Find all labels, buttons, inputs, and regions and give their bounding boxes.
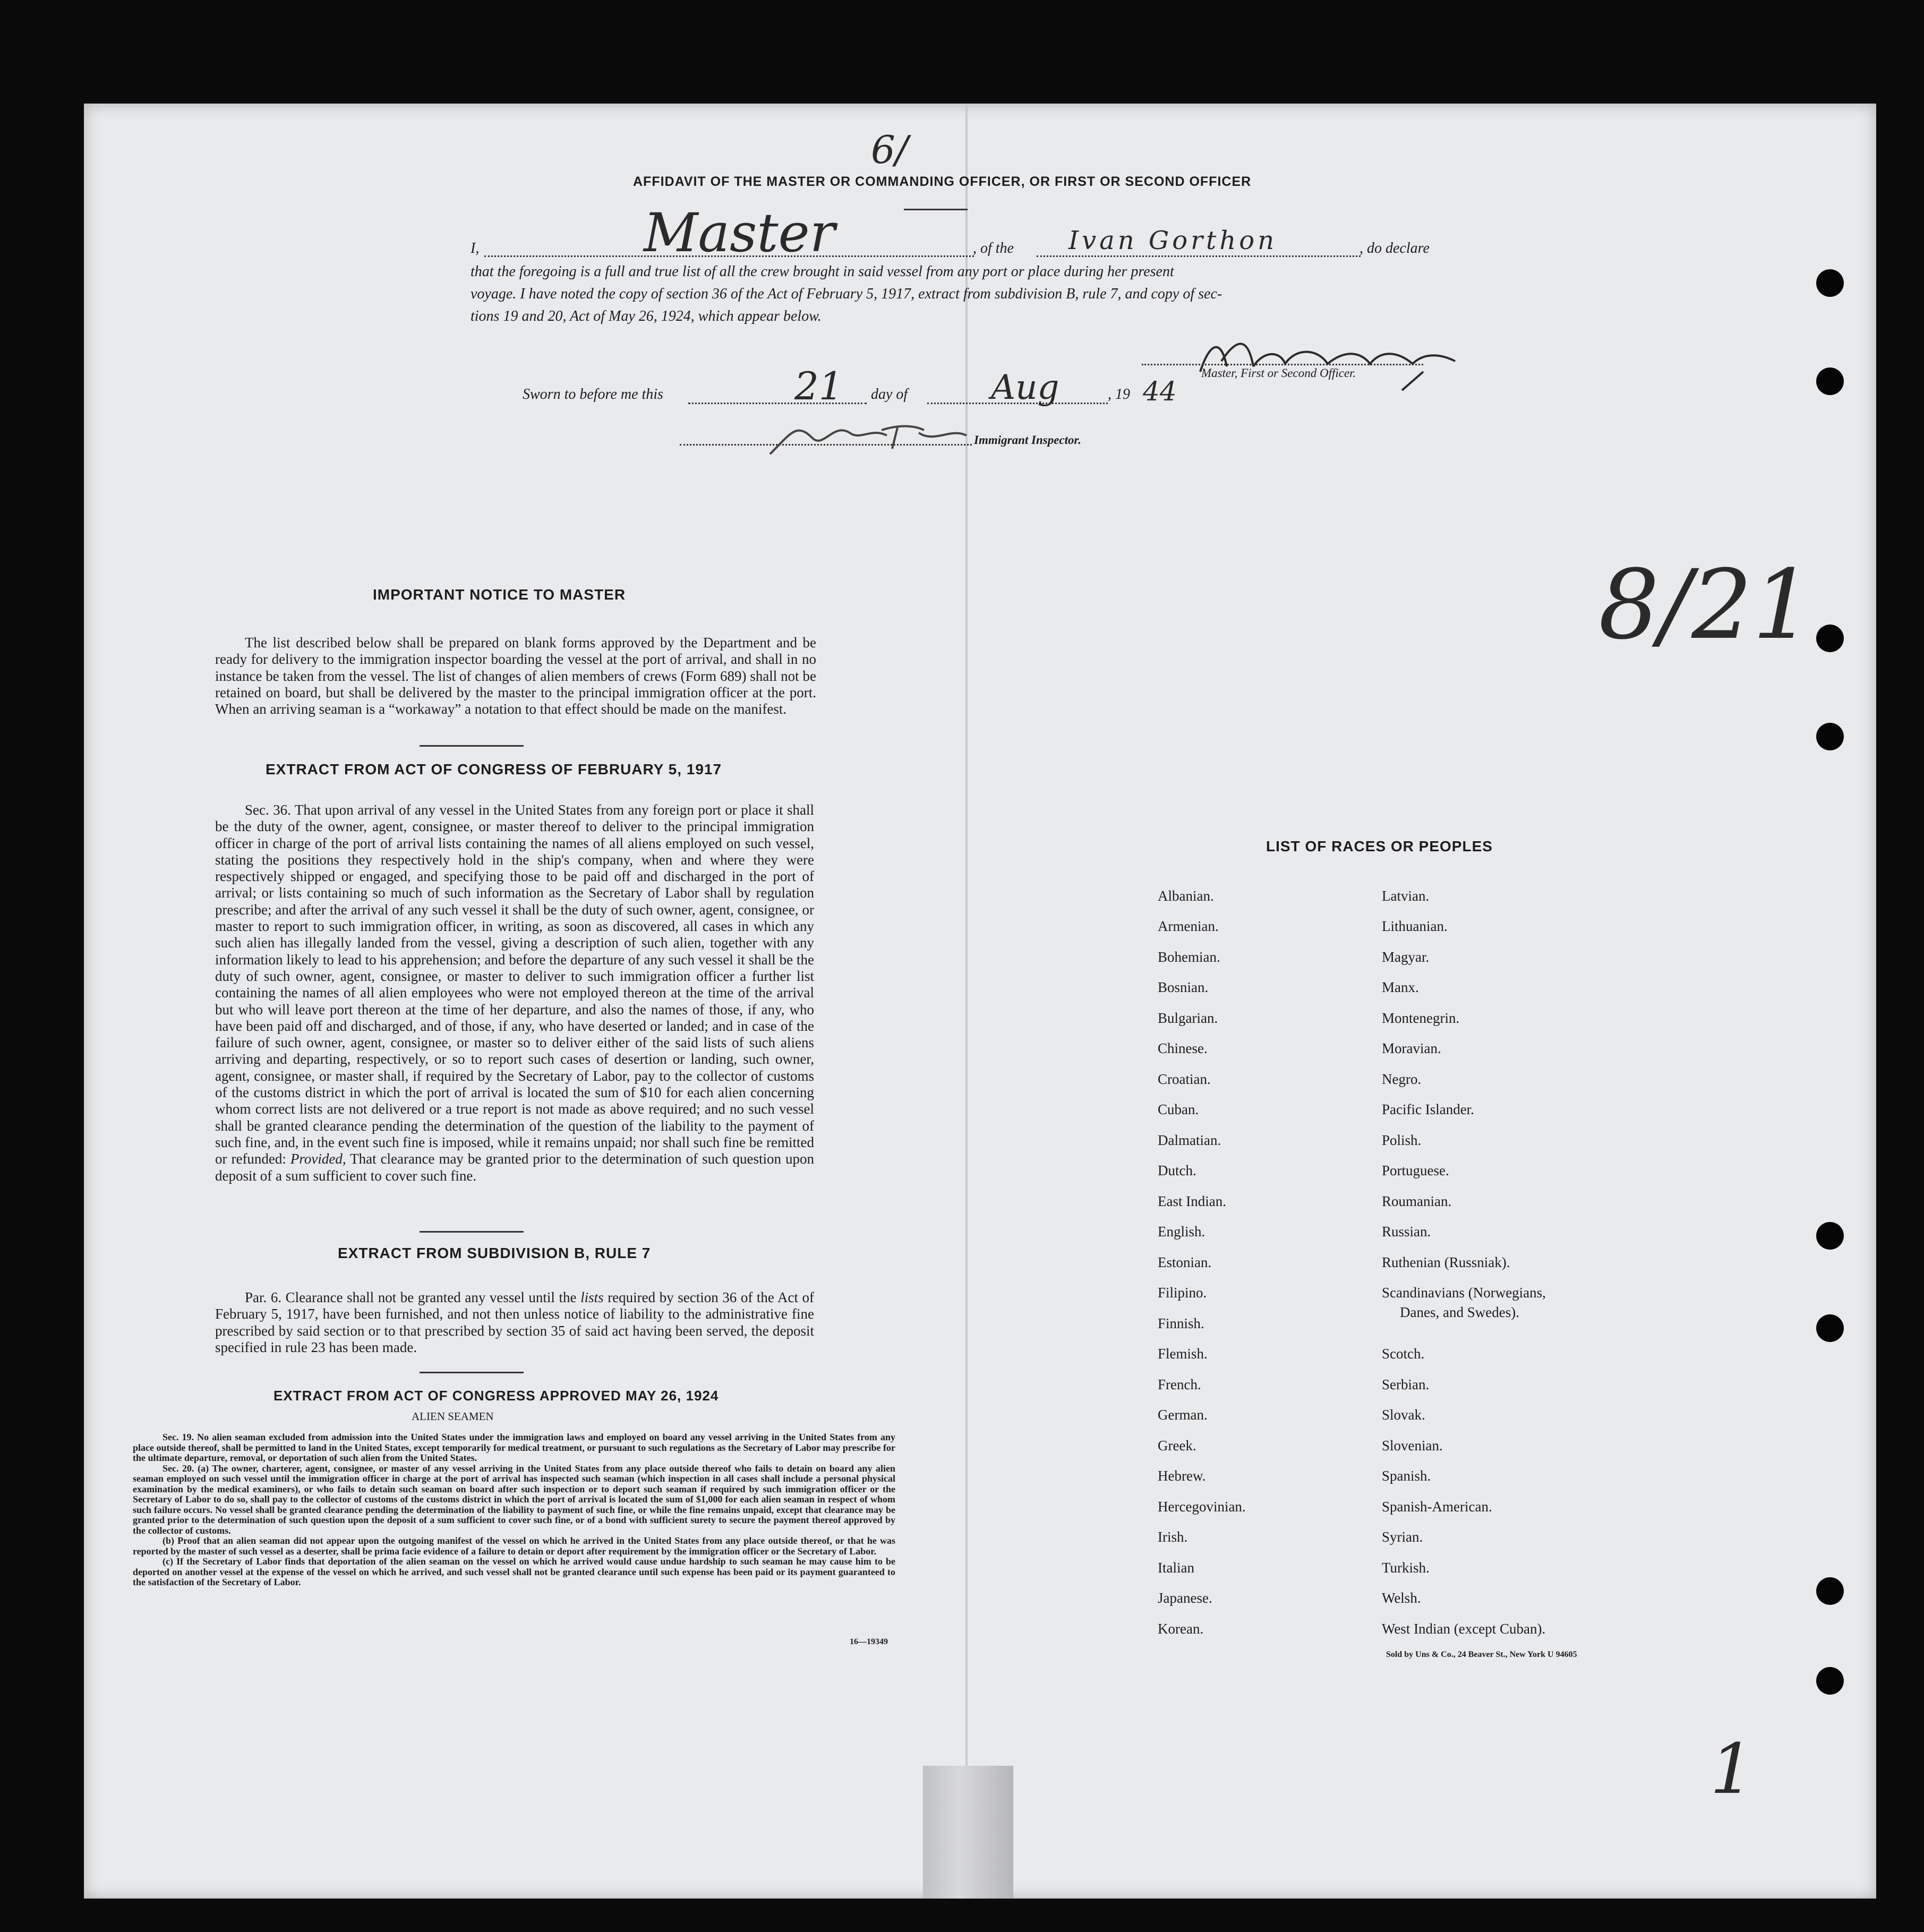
race-left: Hercegovinian. (1158, 1499, 1246, 1515)
race-left: Italian (1158, 1560, 1194, 1576)
sec-36-text: That upon arrival of any vessel in the United States from any foreign port or place it shall be the duty of the owner, agent, consignee, or master thereof to deliver to the principal immigration officer in charge of the port of arrival lists containing the names of all aliens employed on such vessel, stating the positions they respectively hold in the ship's company, when and where they were respectively shipped or engaged, and specifying those to be paid off and discharged in the port of arrival; or lists containing so much of such information as the Secretary of Labor shall by regulation prescribe; and after the arrival of any such vessel it shall be the duty of such owner, agent, consignee, or master to report to such immigration officer, in writing, as soon as discovered, all cases in which any such alien has illegally landed from the vessel, giving a description of such alien, together with any information likely to lead to his apprehension; and before the departure of any such vessel it shall be the duty of such owner, agent, consignee, or master to deliver to such immigration officer a further list containing the names of all alien employees who were not employed thereon at the time of the arrival but who will leave port thereon at the time of her departure, and also the names of those, if any, who have been paid off and discharged, and of those, if any, who have deserted or landed; and in case of the failure of such owner, agent, consignee, or master so to deliver either of the said lists of such aliens arriving and departing, respectively, or so to report such cases of desertion or landing, such owner, agent, consignee, or master shall, if required by the Secretary of Labor, pay to the collector of customs of the customs district in which the port of arrival is located the sum of $10 for each alien concerning whom correct lists are not delivered or a true report is not made as above required; and no such vessel shall be granted clearance pending the determination of the question of the liability to the payment of such fine, and, in the event such fine is imposed, while it remains unpaid; nor shall such fine be remitted or refunded: (215, 802, 814, 1167)
sec-36-label: Sec. 36. (245, 802, 291, 818)
race-left: Cuban. (1158, 1101, 1199, 1117)
race-left: Bohemian. (1158, 949, 1220, 965)
punch-hole (1816, 1222, 1844, 1250)
race-right: Danes, and Swedes). (1400, 1304, 1519, 1320)
race-right: Portuguese. (1382, 1162, 1449, 1178)
race-right: Moravian. (1382, 1040, 1441, 1056)
affidavit-body-2: voyage. I have noted the copy of section 36 of the Act of February 5, 1917, extract from subdivision B, rule 7, and copy of sec- (471, 286, 1222, 302)
race-right: Polish. (1382, 1132, 1422, 1148)
section-rule (420, 745, 524, 747)
punch-hole (1816, 1314, 1844, 1342)
race-left: East Indian. (1158, 1193, 1226, 1209)
race-left: Dalmatian. (1158, 1132, 1221, 1148)
margin-mark: 1 (1710, 1729, 1754, 1809)
race-left: Croatian. (1158, 1071, 1211, 1087)
of-the-label: , of the (973, 240, 1014, 257)
race-right: Latvian. (1382, 888, 1430, 904)
race-right: Magyar. (1382, 949, 1430, 965)
inspector-signature (759, 412, 982, 465)
page-mark: 6/ (871, 127, 909, 172)
punch-hole (1816, 269, 1844, 297)
title-rule (904, 209, 968, 210)
race-right: Lithuanian. (1382, 918, 1448, 934)
signature-caption: Master, First or Second Officer. (1201, 366, 1356, 380)
sec-19-text: Sec. 19. No alien seaman excluded from admission into the United States under the immigration laws and employed on board any vessel arriving in the United States from any place outside thereof, shall be permitted to land in the United States, except temporarily for medical treatment, or pursuant to such regulations as the Secretary of Labor may prescribe for the ultimate departure, removal, or deportation of such alien from the United States. (133, 1432, 895, 1463)
month-field: Aug (991, 368, 1059, 407)
race-left: Finnish. (1158, 1315, 1204, 1331)
section-rule (420, 1372, 524, 1373)
punch-hole (1816, 367, 1844, 395)
punch-hole (1816, 625, 1844, 652)
race-left: Bosnian. (1158, 979, 1209, 995)
vessel-field: Ivan Gorthon (1068, 226, 1278, 255)
race-left: Estonian. (1158, 1254, 1212, 1270)
race-right: Russian. (1382, 1224, 1431, 1239)
punch-hole (1816, 723, 1844, 750)
sec-20c-text: (c) If the Secretary of Labor finds that deportation of the alien seaman on the vessel on which he arrived would cause undue hardship to such seaman he may cause him to be deported on another vessel at the expense of the vessel on which he arrived, and such vessel shall not be granted clearance until such expense has been paid or its payment guaranteed to the satisfaction of the Secretary of Labor. (133, 1556, 895, 1587)
day-field: 21 (794, 364, 843, 408)
sec-36-end: That clearance may be granted prior to the determination of such question upon deposit of a sum sufficient to cover such fine. (215, 1151, 815, 1184)
race-right: Roumanian. (1382, 1193, 1452, 1209)
do-declare-label: , do declare (1359, 240, 1430, 257)
race-left: Hebrew. (1158, 1468, 1206, 1484)
race-left: Chinese. (1158, 1040, 1208, 1056)
notice-paragraph: The list described below shall be prepared on blank forms approved by the Department and be ready for delivery to the immigration inspector boarding the vessel at the port of arrival, and shall in no instance be taken from the vessel. The list of changes of alien members of crews (Form 689) shall not be retained on board, but shall be delivered by the master to the principal immigration officer at the port. When an arriving seaman is a “workaway” a notation to that effect should be made on the manifest. (215, 635, 816, 717)
notice-body (215, 635, 816, 717)
race-right: Slovak. (1382, 1407, 1425, 1423)
sworn-label: Sworn to before me this (523, 386, 663, 403)
rule7-body (215, 1289, 814, 1356)
race-right: Montenegrin. (1382, 1010, 1460, 1026)
race-right: Ruthenian (Russniak). (1382, 1254, 1510, 1270)
vessel-line (1037, 255, 1361, 257)
rule7-text-b: required by section 36 of the Act of February 5, 1917, have been furnished, and not then unless notice of liability to the administrative fine prescribed by said section or to that prescribed by section 35 of said act having been served, the deposit specified in rule 23 has been made. (215, 1289, 815, 1355)
rule7-title: EXTRACT FROM SUBDIVISION B, RULE 7 (338, 1245, 651, 1261)
affidavit-i-label: I, (471, 240, 480, 257)
punch-hole (1816, 1577, 1844, 1605)
race-left: Japanese. (1158, 1590, 1212, 1606)
race-right: Slovenian. (1382, 1438, 1443, 1454)
race-right: Manx. (1382, 979, 1419, 995)
year-field: 44 (1143, 376, 1177, 407)
provided-word: Provided, (290, 1151, 346, 1167)
affidavit-title: AFFIDAVIT OF THE MASTER OR COMMANDING OFFICER, OR FIRST OR SECOND OFFICER (633, 174, 1252, 189)
page-fold (965, 104, 968, 1899)
race-left: Armenian. (1158, 918, 1219, 934)
race-left: Albanian. (1158, 888, 1214, 904)
sec-20a-text: Sec. 20. (a) The owner, charterer, agent, consignee, or master of any vessel arriving in the United States from any place outside thereof who fails to detain on board any alien seaman employed on such vessel until the immigration officer in charge at the port of arrival has inspected such seaman (which inspection in all cases shall include a personal physical examination by the medical examiners), or who fails to detain such seaman on board after such inspection or to deport such seaman if required by such immigration officer or the Secretary of Labor to do so, shall pay to the collector of customs of the customs district in which the port of arrival is located the sum of $1,000 for each alien seaman in respect of whom such failure occurs. No vessel shall be granted clearance pending the determination of the liability to payment of such fine, or while the fine remains unpaid, except that clearance may be granted prior to the determination of such question upon the deposit of a sum sufficient to cover such fine, or of a bond with sufficient surety to secure the payment thereof approved by the collector of customs. (133, 1463, 895, 1536)
race-left: Bulgarian. (1158, 1010, 1218, 1026)
race-left: Korean. (1158, 1621, 1204, 1637)
printer-imprint: Sold by Uns & Co., 24 Beaver St., New York U 94605 (1386, 1650, 1577, 1659)
extract-1924-body (133, 1432, 895, 1588)
year-prefix: , 19 (1108, 386, 1130, 403)
race-left: Greek. (1158, 1438, 1196, 1454)
race-right: Pacific Islander. (1382, 1101, 1474, 1117)
race-right: Syrian. (1382, 1529, 1423, 1545)
tape-mark (923, 1766, 1013, 1899)
punch-hole (1816, 1667, 1844, 1695)
extract-1917-body (215, 802, 814, 1184)
race-right: Spanish. (1382, 1468, 1431, 1484)
affidavit-body-1: that the foregoing is a full and true list of all the crew brought in said vessel from any port or place during her present (471, 263, 1174, 280)
notice-title: IMPORTANT NOTICE TO MASTER (373, 586, 626, 603)
race-right: Negro. (1382, 1071, 1422, 1087)
rule7-text-a: Clearance shall not be granted any vessel until the (285, 1289, 577, 1305)
race-left: French. (1158, 1377, 1201, 1392)
alien-seamen-subtitle: ALIEN SEAMEN (412, 1410, 494, 1423)
day-of-label: day of (871, 386, 908, 403)
par-6-label: Par. 6. (245, 1289, 282, 1305)
form-number: 16—19349 (850, 1637, 888, 1646)
race-left: English. (1158, 1224, 1205, 1239)
affidavit-body-3: tions 19 and 20, Act of May 26, 1924, which appear below. (471, 308, 822, 324)
race-left: Irish. (1158, 1529, 1188, 1545)
race-right: Scotch. (1382, 1346, 1425, 1362)
race-right: West Indian (except Cuban). (1382, 1621, 1546, 1637)
race-left: Dutch. (1158, 1162, 1196, 1178)
section-rule (420, 1231, 524, 1233)
races-title: LIST OF RACES OR PEOPLES (1266, 838, 1493, 854)
handwritten-date: 8/21 (1598, 550, 1814, 661)
race-right: Turkish. (1382, 1560, 1430, 1576)
race-right: Spanish-American. (1382, 1499, 1492, 1515)
race-right: Serbian. (1382, 1377, 1430, 1392)
race-left: Filipino. (1158, 1285, 1207, 1301)
race-right: Scandinavians (Norwegians, (1382, 1285, 1546, 1301)
lists-word: lists (580, 1289, 604, 1305)
sec-20b-text: (b) Proof that an alien seaman did not appear upon the outgoing manifest of the vessel on which he arrived in the United States from any place outside thereof, or that he was reported by the master of such vessel as a deserter, shall be prima facie evidence of a failure to detain or deport after requirement by the immigration officer or the Secretary of Labor. (133, 1535, 895, 1557)
extract-1917-title: EXTRACT FROM ACT OF CONGRESS OF FEBRUARY 5, 1917 (266, 761, 722, 777)
extract-1924-title: EXTRACT FROM ACT OF CONGRESS APPROVED MAY 26, 1924 (273, 1388, 719, 1404)
race-left: German. (1158, 1407, 1208, 1423)
race-right: Welsh. (1382, 1590, 1421, 1606)
inspector-caption: Immigrant Inspector. (974, 433, 1081, 447)
race-left: Flemish. (1158, 1346, 1208, 1362)
signature-line (1142, 364, 1423, 365)
officer-field: Master (644, 202, 835, 264)
